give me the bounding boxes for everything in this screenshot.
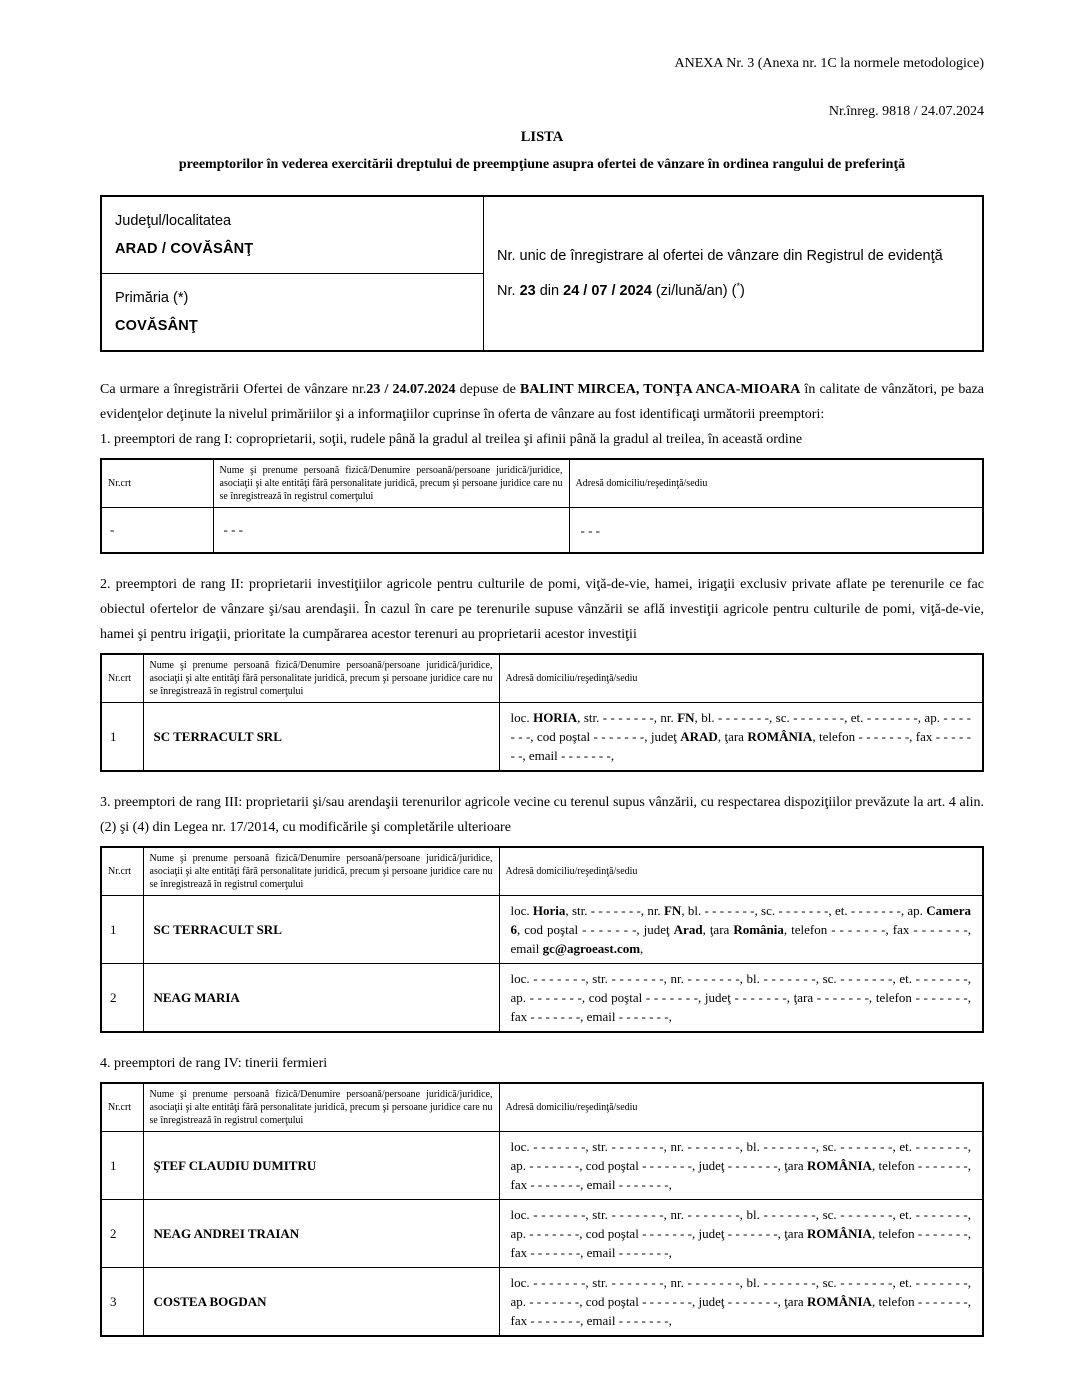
rang1-table bbox=[100, 458, 984, 554]
col-header-name: Nume şi prenume persoană fizică/Denumire persoană/persoane juridică/juridice, asociaţii şi alte entităţi fără personalitate juridică, precum şi persoane juridice care nu se înregistrează în registrul comerţului bbox=[143, 1083, 499, 1132]
primaria-value: COVĂSÂNŢ bbox=[115, 318, 198, 334]
table-header-row bbox=[101, 459, 983, 508]
col-header-name: Nume şi prenume persoană fizică/Denumire persoană/persoane juridică/juridice, asociaţii şi alte entităţi fără personalitate juridică, precum şi persoane juridice care nu se înregistrează în registrul comerţului bbox=[213, 459, 569, 508]
name-cell: NEAG ANDREI TRAIAN bbox=[143, 1200, 499, 1268]
table-row bbox=[101, 508, 983, 554]
registry-heading: Nr. unic de înregistrare al ofertei de vânzare din Registrul de evidenţă bbox=[497, 248, 943, 265]
document-subtitle: preemptorilor în vederea exercitării dreptului de preempţiune asupra ofertei de vânzare în ordinea rangului de preferinţă bbox=[178, 157, 906, 172]
address-cell: loc. - - - - - - -, str. - - - - - - -, nr. - - - - - - -, bl. - - - - - - -, sc. - - - - - - -, et. - - - - - - -, ap. - - - - - - -, cod poştal - - - - - - -, judeţ - - - - - - -, ţara ROMÂNIA, telefon - - - - - - -, fax - - - - - - -, email - - - - - - -, bbox=[499, 1132, 983, 1200]
col-header-address: Adresă domiciliu/reşedinţă/sediu bbox=[499, 1083, 983, 1132]
address-cell: loc. - - - - - - -, str. - - - - - - -, nr. - - - - - - -, bl. - - - - - - -, sc. - - - - - - -, et. - - - - - - -, ap. - - - - - - -, cod poştal - - - - - - -, judeţ - - - - - - -, ţara ROMÂNIA, telefon - - - - - - -, fax - - - - - - -, email - - - - - - -, bbox=[499, 1268, 983, 1337]
table-header-row bbox=[101, 1083, 983, 1132]
col-header-nr: Nr.crt bbox=[101, 654, 143, 703]
col-header-name: Nume şi prenume persoană fizică/Denumire persoană/persoane juridică/juridice, asociaţii şi alte entităţi fără personalitate juridică, precum şi persoane juridice care nu se înregistrează în registrul comerţului bbox=[143, 847, 499, 896]
address-cell: - - - bbox=[569, 508, 983, 554]
name-cell: SC TERRACULT SRL bbox=[143, 703, 499, 772]
anexa-heading: ANEXA Nr. 3 (Anexa nr. 1C la normele metodologice) bbox=[674, 56, 984, 71]
section-heading-rang2: 2. preemptori de rang II: proprietarii investiţiilor agricole pentru culturile de pomi, viţă-de-vie, hamei, irigaţii exclusiv private aflate pe terenurile ce fac obiectul ofertelor de vânzare şi/sau arendaşii. În cazul în care pe terenurile supuse vânzării se află investiţii agricole pentru culturile de pomi, viţă-de-vie, hamei şi pentru irigaţii, prioritate la cumpărarea acestor terenuri au proprietarii acestor investiţii bbox=[100, 577, 984, 642]
section-heading-rang4: 4. preemptori de rang IV: tinerii fermieri bbox=[100, 1056, 328, 1071]
table-header-row bbox=[101, 654, 983, 703]
document-title: LISTA bbox=[520, 129, 564, 145]
table-row bbox=[101, 1200, 983, 1268]
col-header-nr: Nr.crt bbox=[101, 847, 143, 896]
name-cell: NEAG MARIA bbox=[143, 964, 499, 1033]
table-row bbox=[101, 703, 983, 772]
row-number-cell: 3 bbox=[101, 1268, 143, 1337]
col-header-name: Nume şi prenume persoană fizică/Denumire persoană/persoane juridică/juridice, asociaţii şi alte entităţi fără personalitate juridică, precum şi persoane juridice care nu se înregistrează în registrul comerţului bbox=[143, 654, 499, 703]
rang3-table bbox=[100, 846, 984, 1033]
name-cell: COSTEA BOGDAN bbox=[143, 1268, 499, 1337]
address-cell: loc. - - - - - - -, str. - - - - - - -, nr. - - - - - - -, bl. - - - - - - -, sc. - - - - - - -, et. - - - - - - -, ap. - - - - - - -, cod poştal - - - - - - -, judeţ - - - - - - -, ţara ROMÂNIA, telefon - - - - - - -, fax - - - - - - -, email - - - - - - -, bbox=[499, 1200, 983, 1268]
address-cell: loc. Horia, str. - - - - - - -, nr. FN, bl. - - - - - - -, sc. - - - - - - -, et. - - - - - - -, ap. Camera 6, cod poştal - - - - - - -, judeţ Arad, ţara România, telefon - - - - - - -, fax - - - - - - -, email gc@agroeast.com, bbox=[499, 896, 983, 964]
section-heading-rang3: 3. preemptori de rang III: proprietarii şi/sau arendaşii terenurilor agricole vecine cu terenul supus vânzării, cu respectarea dispoziţiilor prevăzute la art. 4 alin. (2) şi (4) din Legea nr. 17/2014, cu modificările şi completările ulterioare bbox=[100, 795, 984, 835]
judet-label: Judeţul/localitatea bbox=[115, 213, 232, 229]
table-row bbox=[101, 1132, 983, 1200]
col-header-address: Adresă domiciliu/reşedinţă/sediu bbox=[499, 654, 983, 703]
row-number-cell: 1 bbox=[101, 1132, 143, 1200]
table-row bbox=[101, 964, 983, 1033]
name-cell: - - - bbox=[213, 508, 569, 554]
name-cell: SC TERRACULT SRL bbox=[143, 896, 499, 964]
col-header-address: Adresă domiciliu/reşedinţă/sediu bbox=[569, 459, 983, 508]
row-number-cell: 1 bbox=[101, 703, 143, 772]
rang4-table bbox=[100, 1082, 984, 1337]
registry-number-cell bbox=[484, 196, 984, 351]
table-row bbox=[101, 896, 983, 964]
judet-value: ARAD / COVĂSÂNŢ bbox=[115, 241, 254, 257]
col-header-nr: Nr.crt bbox=[101, 1083, 143, 1132]
header-info-table bbox=[100, 195, 984, 352]
col-header-address: Adresă domiciliu/reşedinţă/sediu bbox=[499, 847, 983, 896]
primaria-cell bbox=[101, 274, 484, 352]
section-heading-rang1: 1. preemptori de rang I: coproprietarii, soţii, rudele până la gradul al treilea şi afinii până la gradul al treilea, în această ordine bbox=[100, 432, 803, 447]
intro-paragraph: Ca urmare a înregistrării Ofertei de vânzare nr.23 / 24.07.2024 depuse de BALINT MIRCEA, TONŢA ANCA-MIOARA în calitate de vânzători, pe baza evidenţelor deţinute la nivelul primăriilor şi a informaţiilor cuprinse în oferta de vânzare au fost identificaţi următorii preemptori: bbox=[100, 382, 985, 422]
row-number-cell: 2 bbox=[101, 964, 143, 1033]
info-row-judet bbox=[101, 196, 983, 274]
registration-number-line: Nr.înreg. 9818 / 24.07.2024 bbox=[828, 104, 984, 119]
rang2-table bbox=[100, 653, 984, 772]
name-cell: ŞTEF CLAUDIU DUMITRU bbox=[143, 1132, 499, 1200]
table-row bbox=[101, 1268, 983, 1337]
address-cell: loc. HORIA, str. - - - - - - -, nr. FN, bl. - - - - - - -, sc. - - - - - - -, et. - - - - - - -, ap. - - - - - - -, cod poştal - - - - - - -, judeţ ARAD, ţara ROMÂNIA, telefon - - - - - - -, fax - - - - - - -, email - - - - - - -, bbox=[499, 703, 983, 772]
row-number-cell: 1 bbox=[101, 896, 143, 964]
registry-value: Nr. 23 din 24 / 07 / 2024 (zi/lună/an) (*) bbox=[497, 281, 745, 299]
primaria-label: Primăria (*) bbox=[115, 290, 189, 306]
address-cell: loc. - - - - - - -, str. - - - - - - -, nr. - - - - - - -, bl. - - - - - - -, sc. - - - - - - -, et. - - - - - - -, ap. - - - - - - -, cod poştal - - - - - - -, judeţ - - - - - - -, ţara - - - - - - -, telefon - - - - - - -, fax - - - - - - -, email - - - - - - -, bbox=[499, 964, 983, 1033]
judet-cell bbox=[101, 196, 484, 274]
row-number-cell: 2 bbox=[101, 1200, 143, 1268]
table-header-row bbox=[101, 847, 983, 896]
row-number-cell: - bbox=[101, 508, 213, 554]
col-header-nr: Nr.crt bbox=[101, 459, 213, 508]
